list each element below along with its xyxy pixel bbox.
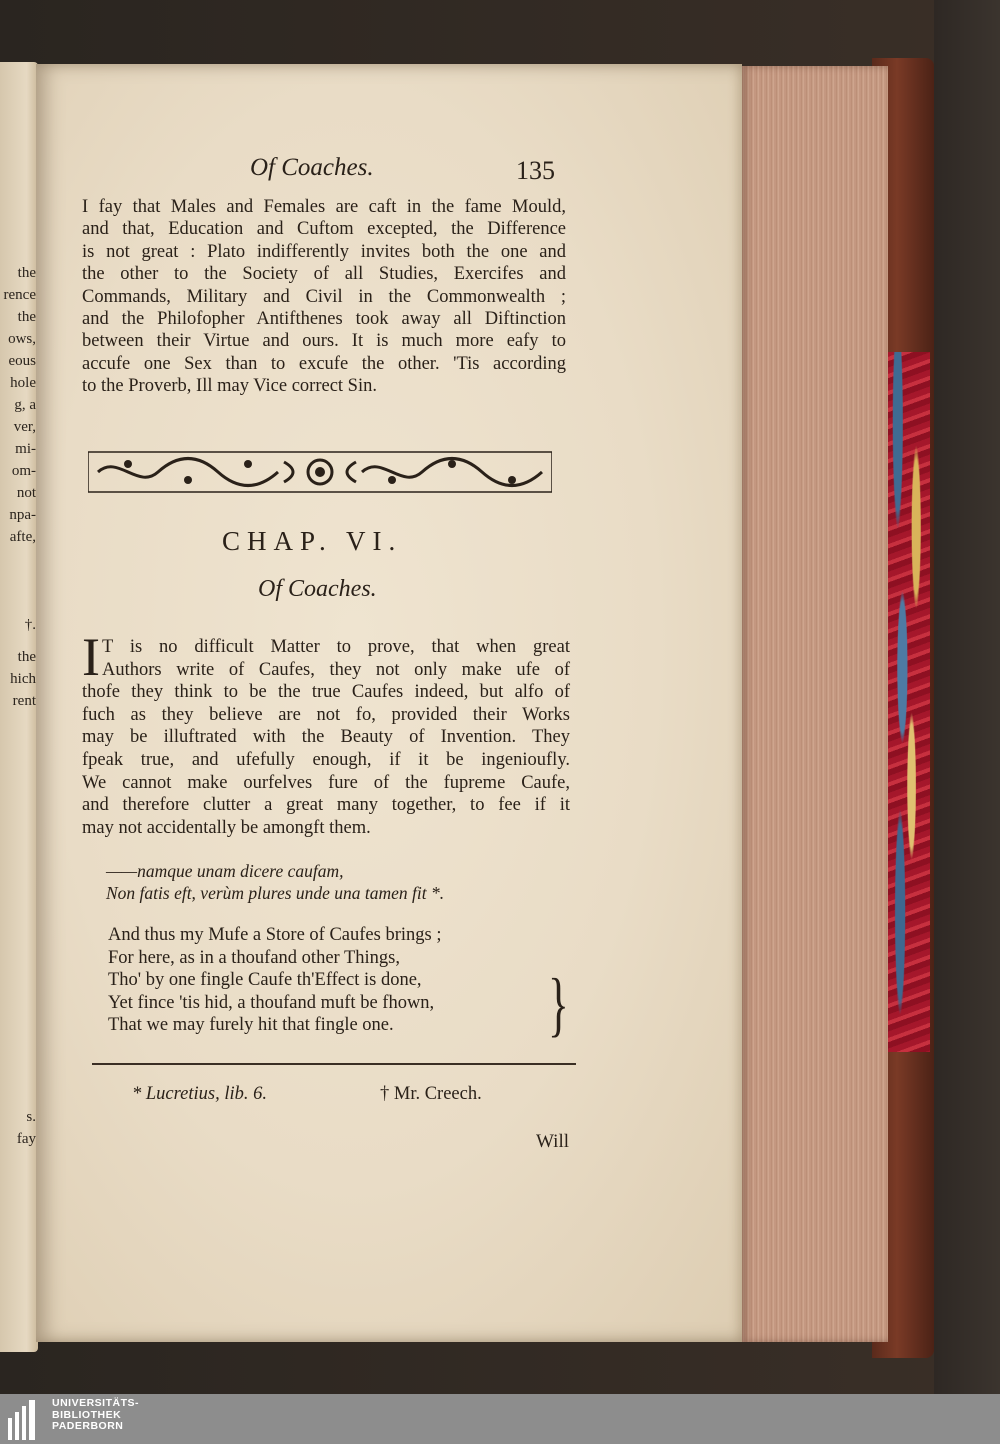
text-line: and that, Education and Cuftom excepted, the Difference (82, 219, 566, 240)
left-page-fragment: the (17, 309, 36, 325)
left-page-fragment: the (17, 265, 36, 281)
text-line: T is no difficult Matter to prove, that when great (102, 637, 570, 657)
verse-line: Yet fince 'tis hid, a thoufand muft be fhown, (108, 992, 435, 1013)
footnote-rule (92, 1063, 576, 1065)
text-line: between their Virtue and ours. It is much more eafy to (82, 331, 566, 352)
left-page-fragment: g, a (14, 397, 36, 413)
left-page-fragment: npa- (9, 507, 36, 523)
text-line: is not great : Plato indifferently invites both the one and (82, 241, 566, 262)
library-name-line: PADERBORN (52, 1420, 124, 1432)
text-line: fuch as they believe are not fo, provided their Works (82, 704, 570, 725)
chapter-heading: CHAP. VI. (222, 526, 403, 556)
verse-brace: } (548, 964, 569, 1044)
left-page-fragment: hich (10, 671, 36, 687)
running-head: Of Coaches. (250, 154, 374, 181)
text-line: and the Philofopher Antifthenes took away all Diftinction (82, 309, 566, 330)
left-page-fragment: hole (10, 375, 36, 391)
left-page-fragment: the (17, 649, 36, 665)
text-line: may not accidentally be amongft them. (82, 817, 371, 838)
english-verse (108, 924, 441, 1037)
text-line: and therefore clutter a great many together, to fee if it (82, 795, 570, 816)
latin-verse (106, 860, 444, 904)
left-page-fragment: s. (26, 1109, 36, 1125)
library-name (52, 1398, 139, 1433)
page-number: 135 (516, 156, 555, 185)
text-line: to the Proverb, Ill may Vice correct Sin. (82, 376, 377, 397)
left-page-fragment: rence (3, 287, 36, 303)
library-logo (6, 1400, 46, 1440)
left-page-fragment: afte, (9, 529, 36, 545)
left-page-fragment: rent (12, 693, 36, 709)
page-edges (740, 66, 888, 1342)
text-line: I fay that Males and Females are caft in the fame Mould, (82, 197, 566, 217)
catchword: Will (536, 1131, 570, 1152)
verse-line: That we may furely hit that fingle one. (108, 1015, 394, 1036)
chapter-title: Of Coaches. (258, 576, 377, 602)
paragraph-1 (82, 196, 566, 398)
verse-line: Tho' by one fingle Caufe th'Effect is done, (108, 970, 422, 991)
drop-cap: I (82, 627, 100, 687)
text-line: Commands, Military and Civil in the Commonwealth ; (82, 286, 566, 307)
verse-line: Non fatis eft, verùm plures unde una tamen fit *. (106, 883, 445, 903)
left-page-fragment: eous (8, 353, 36, 369)
left-page-fragment: ows, (8, 331, 36, 347)
verse-line: For here, as in a thoufand other Things, (108, 947, 400, 968)
left-page-fragment: om- (11, 463, 36, 479)
text-line: accufe one Sex than to excufe the other. 'Tis according (82, 353, 566, 374)
footnote-text: * Lucretius, lib. 6. (132, 1084, 267, 1104)
verse-line: ——namque unam dicere caufam, (106, 861, 344, 881)
background (934, 0, 1000, 1394)
text-line: the other to the Society of all Studies, Exercifes and (82, 264, 566, 285)
marbled-endpaper (884, 352, 930, 1052)
footer-bar (0, 1394, 1000, 1444)
paragraph-2 (82, 636, 570, 839)
left-page-fragment: ver, (13, 419, 36, 435)
left-page-edge (0, 62, 38, 1352)
ornament-divider (88, 450, 552, 494)
text-line: may be illuftrated with the Beauty of Invention. They (82, 727, 570, 748)
left-page-fragment: not (16, 485, 36, 501)
text-line: Authors write of Caufes, they not only make ufe of (102, 659, 570, 680)
library-name-line: BIBLIOTHEK (52, 1408, 122, 1421)
text-line: fpeak true, and ufefully enough, if it be ingenioufly. (82, 749, 570, 770)
left-page-fragment: †. (24, 617, 36, 633)
left-page-fragment: fay (16, 1131, 36, 1147)
footnote-lucretius (132, 1084, 267, 1105)
text-line: thofe they think to be the true Caufes indeed, but alfo of (82, 682, 570, 703)
footnote-creech: † Mr. Creech. (380, 1084, 482, 1104)
text-line: We cannot make ourfelves fure of the fupreme Caufe, (82, 772, 570, 793)
verse-line: And thus my Mufe a Store of Caufes brings ; (108, 925, 442, 945)
library-name-line: UNIVERSITÄTS- (52, 1397, 140, 1409)
left-page-fragment: mi- (15, 441, 36, 457)
